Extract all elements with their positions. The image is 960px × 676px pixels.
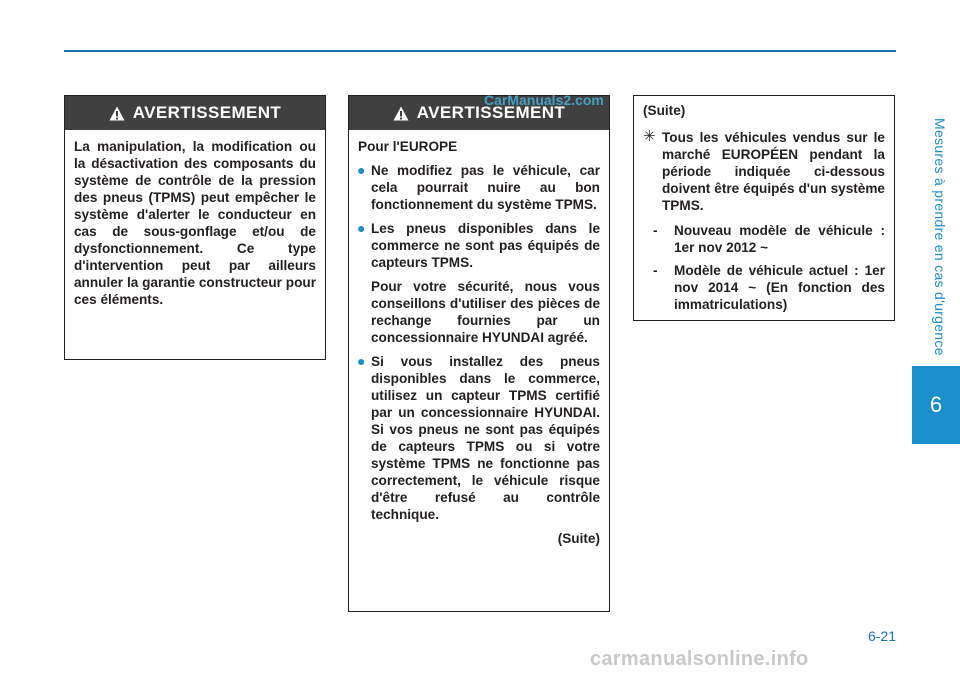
dash-marker: -	[653, 263, 658, 278]
bullet-text: Les pneus disponibles dans le commerce ne sont pas équipés de capteurs TPMS.	[371, 221, 600, 270]
page-number: 6-21	[867, 628, 896, 644]
continued-label: (Suite)	[643, 103, 686, 118]
continued-label: (Suite)	[557, 531, 600, 546]
bullet-text: Ne modifiez pas le véhicule, car cela pourrait nuire au bon fonctionnement du système TPMS.	[371, 163, 600, 212]
chapter-tab	[912, 366, 960, 444]
top-rule	[64, 50, 896, 52]
warning-title: AVERTISSEMENT	[416, 103, 566, 122]
note-text: Tous les véhicules vendus sur le marché EUROPÉEN pendant la période indiquée ci-dessous doivent être équipés d'un système TPMS.	[662, 130, 885, 213]
date-item	[653, 222, 885, 256]
chapter-number: 6	[929, 392, 943, 417]
bullet-item	[357, 162, 600, 213]
asterisk-icon: ✳	[643, 128, 656, 145]
warning-title: AVERTISSEMENT	[132, 103, 282, 122]
bullet-continuation: Pour votre sécurité, nous vous conseillons d'utiliser des pièces de rechange fournies par un concessionnaire HYUNDAI agréé.	[371, 279, 600, 345]
warning-triangle-icon	[393, 106, 409, 121]
warning-text: La manipulation, la modification ou la désactivation des composants du système de contrôle de la pression des pneus (TPMS) peut empêcher le système d'alerter le conducteur en cas de sous-gonflage et/ou de dysfonctionnement. Ce type d'intervention peut par ailleurs annuler la garantie constructeur pour ces éléments.	[74, 139, 316, 307]
watermark-top: CarManuals2.com	[484, 92, 604, 108]
bullet-dot-icon: ●	[357, 353, 366, 369]
watermark-bottom: carmanualsonline.info	[590, 648, 809, 670]
warning-box-europe	[348, 95, 610, 612]
warning-intro: Pour l'EUROPE	[358, 139, 458, 154]
date-text: Nouveau modèle de véhicule : 1er nov 2012 ~	[674, 223, 885, 255]
bullet-item	[357, 220, 600, 271]
date-item	[653, 262, 885, 313]
chapter-side-title: Mesures à prendre en cas d'urgence	[932, 118, 948, 356]
date-text: Modèle de véhicule actuel : 1er nov 2014 ~ (En fonction des immatriculations)	[674, 263, 885, 312]
dash-marker: -	[653, 223, 658, 238]
warning-box-tpms-tampering	[64, 95, 326, 360]
continued-box	[633, 95, 895, 321]
bullet-dot-icon: ●	[357, 162, 366, 178]
bullet-text: Si vous installez des pneus disponibles dans le commerce, utilisez un capteur TPMS certifié par un concessionnaire HYUNDAI. Si vos pneus ne sont pas équipés de capteurs TPMS ou si votre système TPMS ne fonctionne pas correctement, le véhicule risque d'être refusé au contrôle technique.	[371, 354, 600, 522]
warning-box-header	[65, 96, 325, 130]
bullet-item	[357, 353, 600, 523]
note-item	[643, 129, 885, 214]
bullet-dot-icon: ●	[357, 220, 366, 236]
warning-triangle-icon	[109, 106, 125, 121]
